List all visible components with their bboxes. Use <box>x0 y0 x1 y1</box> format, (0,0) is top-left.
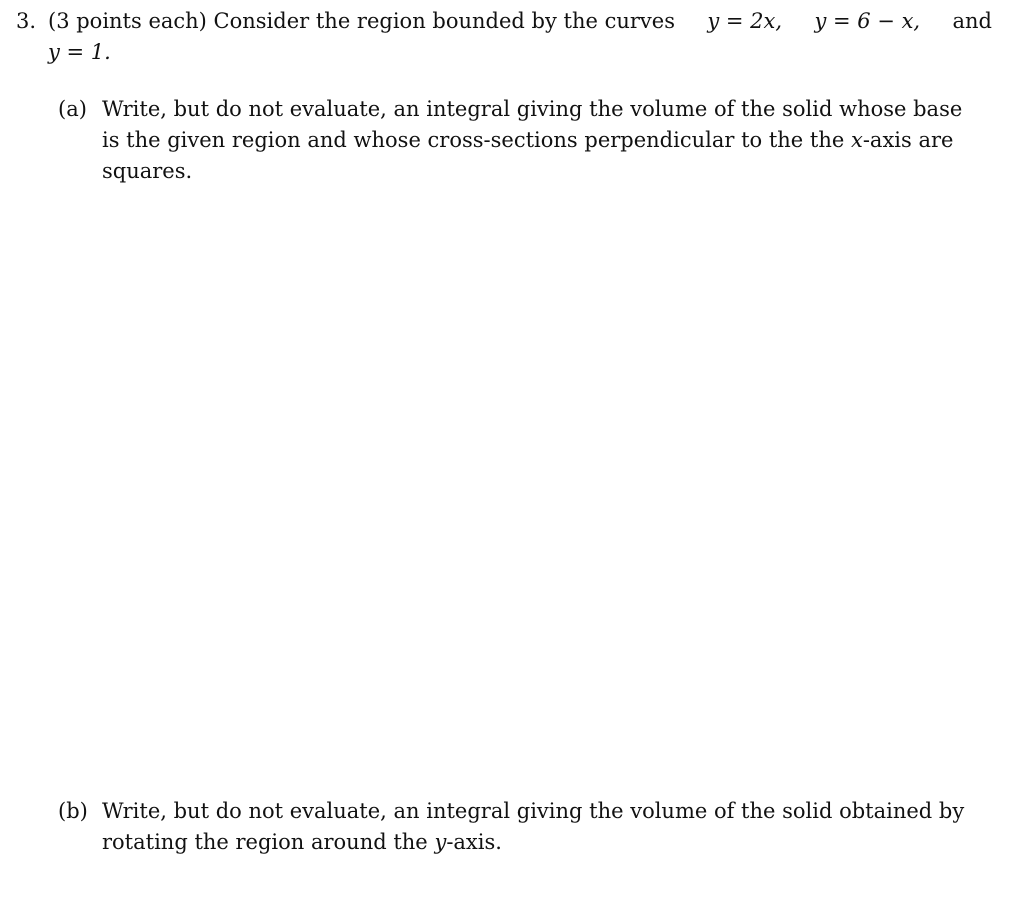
part-b-text-2: rotating the region around the <box>102 830 428 854</box>
part-b-label: (b) <box>58 799 88 823</box>
problem-statement-line-2 <box>16 37 992 68</box>
part-b-axis-variable: y <box>434 830 447 854</box>
problem-intro-text: (3 points each) Consider the region bounded by the curves <box>48 9 675 33</box>
conjunction-and: and <box>952 9 992 33</box>
part-a-line-2 <box>58 125 992 156</box>
part-a-line-3 <box>58 156 992 187</box>
problem-number: 3. <box>16 9 37 33</box>
part-a-axis-variable: x <box>850 128 863 152</box>
part-a <box>58 94 992 187</box>
part-a-text-2: is the given region and whose cross-sections perpendicular to the the <box>102 128 845 152</box>
part-a-text-3: squares. <box>102 159 193 183</box>
part-b-line-1 <box>58 796 992 827</box>
equation-y-1: y = 1. <box>48 40 111 64</box>
part-a-label: (a) <box>58 97 87 121</box>
problem-3 <box>16 6 992 68</box>
equation-y-2x: y = 2x, <box>707 9 783 33</box>
part-a-text-2-end: -axis are <box>862 128 954 152</box>
part-b-line-2 <box>58 827 992 858</box>
part-b <box>58 796 992 858</box>
part-b-text-2-end: -axis. <box>446 830 502 854</box>
part-a-text-1: Write, but do not evaluate, an integral giving the volume of the solid whose base <box>102 97 963 121</box>
problem-statement-line-1 <box>16 6 992 37</box>
part-a-line-1 <box>58 94 992 125</box>
equation-y-6-minus-x: y = 6 − x, <box>814 9 921 33</box>
part-b-text-1: Write, but do not evaluate, an integral giving the volume of the solid obtained by <box>102 799 965 823</box>
